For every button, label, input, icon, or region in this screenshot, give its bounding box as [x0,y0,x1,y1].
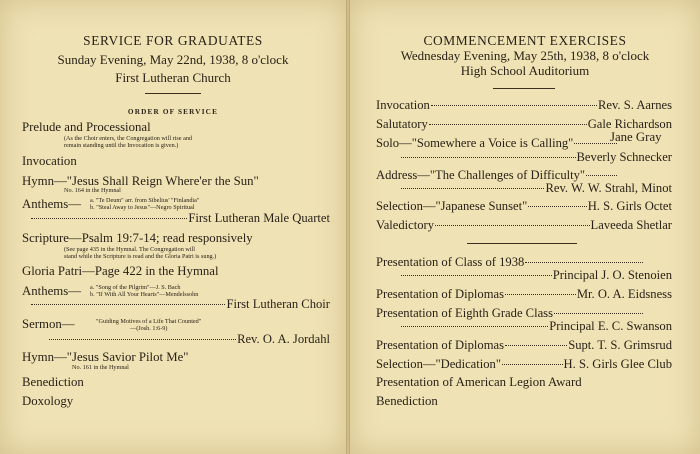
leader-dots [49,338,236,340]
solo-row [376,136,618,151]
hymn2-item: Hymn—"Jesus Savior Pilot Me" [22,350,189,364]
leader-dots [401,187,544,189]
selection1: Selection—"Japanese Sunset" [376,199,528,213]
anthems2-a: a. "Song of the Pilgrim"—J. S. Bach [90,284,181,291]
left-place: First Lutheran Church [115,70,231,85]
selection1-by: H. S. Girls Octet [587,199,672,213]
leader-dots [401,274,552,276]
sermon-label: Sermon— [22,317,75,331]
salutatory: Salutatory [376,117,428,131]
solo-by-1: Jane Gray [610,130,662,144]
anthems2-by: First Lutheran Choir [226,297,330,311]
legion-award: Presentation of American Legion Award [376,375,582,389]
benediction-item-right: Benediction [376,394,438,408]
presentation-diplomas1-row [376,287,672,302]
leader-dots [435,224,589,226]
anthems2-row [30,297,330,312]
solo-by-2: Beverly Schnecker [576,150,672,164]
leader-dots [505,344,567,346]
presentation-diplomas2-row [376,338,672,353]
left-rule [145,93,201,94]
right-invocation-by: Rev. S. Aarnes [597,98,672,112]
invocation-item: Invocation [22,154,77,168]
anthems2-b: b. "If With All Your Hearts"—Mendelssohn [90,291,199,298]
selection2-row [376,357,672,372]
prelude-note-2: remain standing until the Invocation is given.) [64,142,179,149]
right-title: COMMENCEMENT EXERCISES [423,33,627,48]
scripture-item: Scripture—Psalm 19:7-14; read responsively [22,231,253,245]
solo: Solo—"Somewhere a Voice is Calling" [376,136,574,150]
valedictory-by: Laveeda Shetlar [590,218,672,232]
sermon-title: "Guiding Motives of a Life That Counted" [96,318,202,325]
anthems1-b: b. "Steal Away to Jesus"—Negro Spiritual [90,204,195,211]
presentation-eighth: Presentation of Eighth Grade Class [376,306,553,320]
hymn1-item: Hymn—"Jesus Shall Reign Where'er the Sun" [22,174,259,188]
presentation-diplomas1: Presentation of Diplomas [376,287,505,301]
leader-dots [401,325,548,327]
presentation-diplomas2-by: Supt. T. S. Grimsrud [568,338,672,352]
sermon-ref: —(Josh. 1:6-9) [130,325,168,332]
presentation-eighth-by-row [400,319,672,334]
anthems1-by: First Lutheran Male Quartet [188,211,330,225]
address: Address—"The Challenges of Difficulty" [376,168,586,182]
anthems2-label: Anthems— [22,284,82,298]
gloria-item: Gloria Patri—Page 422 in the Hymnal [22,264,219,278]
left-date-line: Sunday Evening, May 22nd, 1938, 8 o'clock [57,52,289,67]
right-rule-mid [467,243,577,244]
anthems1-row [30,211,330,226]
valedictory-row [376,218,672,233]
presentation-class-by-row [400,268,672,283]
selection2-by: H. S. Girls Glee Club [563,357,672,371]
right-invocation: Invocation [376,98,430,112]
address-by: Rev. W. W. Strahl, Minot [545,181,672,195]
leader-dots [505,293,576,295]
presentation-diplomas2: Presentation of Diplomas [376,338,505,352]
scripture-note-2: stand while the Scripture is read and the Gloria Patri is sung.) [64,253,217,260]
benediction-item-left: Benediction [22,375,84,389]
salutatory-by: Gale Richardson [587,117,672,131]
leader-dots [502,363,563,365]
right-date-line: Wednesday Evening, May 25th, 1938, 8 o'clock [400,48,650,63]
leader-dots [31,303,225,305]
valedictory: Valedictory [376,218,435,232]
presentation-eighth-by: Principal E. C. Swanson [549,319,672,333]
selection2: Selection—"Dedication" [376,357,501,371]
solo-by-row [400,150,672,165]
anthems1-label: Anthems— [22,197,82,211]
doxology-item: Doxology [22,394,74,408]
leader-dots [429,123,587,125]
scripture-note-1: (See page 435 in the Hymnal. The Congregation will [64,246,195,253]
leader-dots [431,104,597,106]
presentation-class: Presentation of Class of 1938 [376,255,525,269]
presentation-diplomas1-by: Mr. O. A. Eidsness [576,287,672,301]
hymn1-note: No. 164 in the Hymnal [64,187,121,194]
sermon-by: Rev. O. A. Jordahl [237,332,330,346]
leader-dots [554,312,643,314]
presentation-class-by: Principal J. O. Stenoien [552,268,672,282]
prelude-note-1: (As the Choir enters, the Congregation will rise and [64,135,193,142]
sermon-row [48,332,330,347]
prelude-item: Prelude and Processional [22,120,151,134]
right-place: High School Auditorium [460,63,590,78]
leader-dots [586,174,617,176]
right-rule-top [493,88,555,89]
anthems1-a: a. "Te Deum" arr. from Sibelius' "Finlandia" [90,197,200,204]
hymn2-note: No. 161 in the Hymnal [72,364,129,371]
invocation-row [376,98,672,113]
leader-dots [528,205,586,207]
order-heading: ORDER OF SERVICE [127,108,219,116]
leader-dots [31,217,187,219]
address-by-row [400,181,672,196]
selection1-row [376,199,672,214]
left-title: SERVICE FOR GRADUATES [83,33,263,48]
leader-dots [401,156,576,158]
leader-dots [525,261,643,263]
